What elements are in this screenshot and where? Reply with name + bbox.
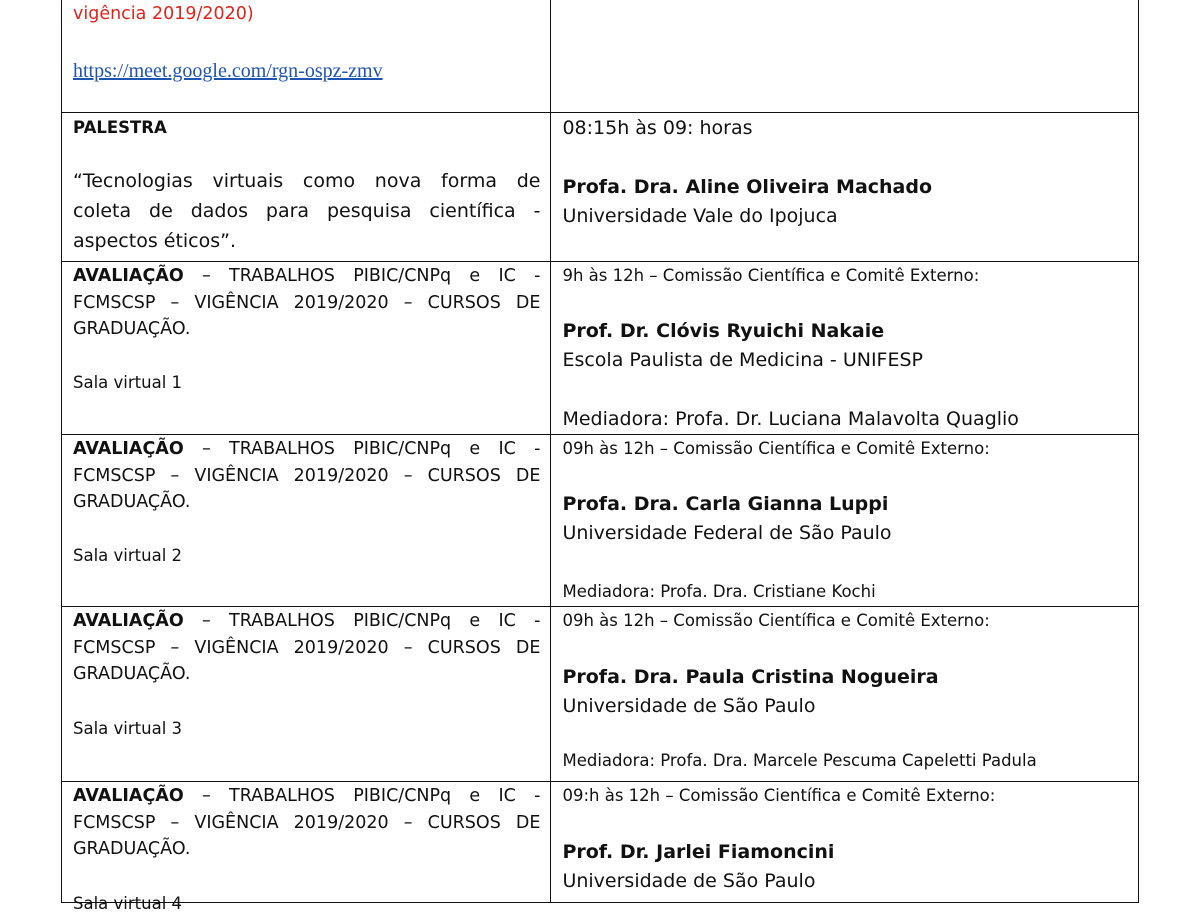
session-bold-word: AVALIAÇÃO <box>73 786 184 806</box>
session-title-line <box>73 610 540 632</box>
session-description-cell <box>62 262 551 435</box>
intro-cell <box>62 0 551 113</box>
session-title-line <box>73 265 540 287</box>
session-title-line: GRADUAÇÃO. <box>73 664 191 684</box>
session-info-cell <box>551 435 1139 607</box>
session-info-cell <box>551 262 1139 435</box>
session-info-cell <box>551 782 1139 903</box>
session-evaluator: Prof. Dr. Clóvis Ryuichi Nakaie <box>562 320 885 342</box>
table-row-intro <box>62 0 1139 113</box>
palestra-speaker: Profa. Dra. Aline Oliveira Machado <box>562 176 933 198</box>
palestra-title-line: coleta de dados para pesquisa científica - <box>73 200 541 222</box>
session-bold-word: AVALIAÇÃO <box>73 266 184 286</box>
session-mediator: Mediadora: Profa. Dra. Cristiane Kochi <box>562 582 876 601</box>
session-description-cell <box>62 782 551 913</box>
table-row-session <box>62 607 1139 782</box>
session-description-cell <box>62 435 551 607</box>
session-title-line: GRADUAÇÃO. <box>73 839 191 859</box>
palestra-title-line: aspectos éticos”. <box>73 230 237 252</box>
session-title-line: FCMSCSP – VIGÊNCIA 2019/2020 – CURSOS DE <box>73 466 541 486</box>
session-title-rest: – TRABALHOS PIBIC/CNPq e IC - <box>202 786 541 806</box>
session-evaluator: Profa. Dra. Carla Gianna Luppi <box>562 493 889 515</box>
palestra-label: PALESTRA <box>73 118 167 137</box>
session-evaluator: Profa. Dra. Paula Cristina Nogueira <box>562 666 939 688</box>
session-room: Sala virtual 4 <box>73 894 183 913</box>
session-title-line: GRADUAÇÃO. <box>73 492 191 512</box>
session-title-line: GRADUAÇÃO. <box>73 319 191 339</box>
intro-red-text: vigência 2019/2020) <box>73 4 254 24</box>
session-time: 9h às 12h – Comissão Científica e Comitê Externo: <box>562 266 980 285</box>
palestra-time: 08:15h às 09: horas <box>562 117 753 139</box>
table-row-session <box>62 435 1139 607</box>
meet-link[interactable]: https://meet.google.com/rgn-ospz-zmv <box>73 60 383 82</box>
session-room: Sala virtual 3 <box>73 719 183 738</box>
session-mediator: Mediadora: Profa. Dr. Luciana Malavolta Quaglio <box>562 408 1019 430</box>
session-bold-word: AVALIAÇÃO <box>73 439 184 459</box>
intro-right-cell <box>551 0 1139 113</box>
session-time: 09h às 12h – Comissão Científica e Comitê Externo: <box>562 439 990 458</box>
session-institution: Escola Paulista de Medicina - UNIFESP <box>562 349 923 371</box>
session-title-rest: – TRABALHOS PIBIC/CNPq e IC - <box>202 611 541 631</box>
session-description-cell <box>62 607 551 782</box>
palestra-info-cell <box>551 113 1139 262</box>
session-institution: Universidade de São Paulo <box>562 870 816 892</box>
session-title-rest: – TRABALHOS PIBIC/CNPq e IC - <box>202 439 541 459</box>
session-time: 09:h às 12h – Comissão Científica e Comitê Externo: <box>562 786 996 805</box>
session-evaluator: Prof. Dr. Jarlei Fiamoncini <box>562 841 835 863</box>
palestra-institution: Universidade Vale do Ipojuca <box>562 205 838 227</box>
table-row-palestra <box>62 113 1139 262</box>
session-time: 09h às 12h – Comissão Científica e Comitê Externo: <box>562 611 990 630</box>
session-title-line: FCMSCSP – VIGÊNCIA 2019/2020 – CURSOS DE <box>73 813 541 833</box>
session-title-line: FCMSCSP – VIGÊNCIA 2019/2020 – CURSOS DE <box>73 293 541 313</box>
session-title-line <box>73 438 540 460</box>
session-title-rest: – TRABALHOS PIBIC/CNPq e IC - <box>202 266 541 286</box>
session-institution: Universidade Federal de São Paulo <box>562 522 892 544</box>
session-institution: Universidade de São Paulo <box>562 695 816 717</box>
session-mediator: Mediadora: Profa. Dra. Marcele Pescuma Capeletti Padula <box>562 751 1037 770</box>
table-row-session <box>62 782 1139 903</box>
session-title-line <box>73 785 540 807</box>
schedule-table <box>61 0 1139 913</box>
palestra-cell <box>62 113 551 262</box>
table-row-session <box>62 262 1139 435</box>
session-bold-word: AVALIAÇÃO <box>73 611 184 631</box>
palestra-title-line: “Tecnologias virtuais como nova forma de <box>73 170 541 192</box>
session-info-cell <box>551 607 1139 782</box>
session-title-line: FCMSCSP – VIGÊNCIA 2019/2020 – CURSOS DE <box>73 638 541 658</box>
session-room: Sala virtual 2 <box>73 546 183 565</box>
session-room: Sala virtual 1 <box>73 373 183 392</box>
